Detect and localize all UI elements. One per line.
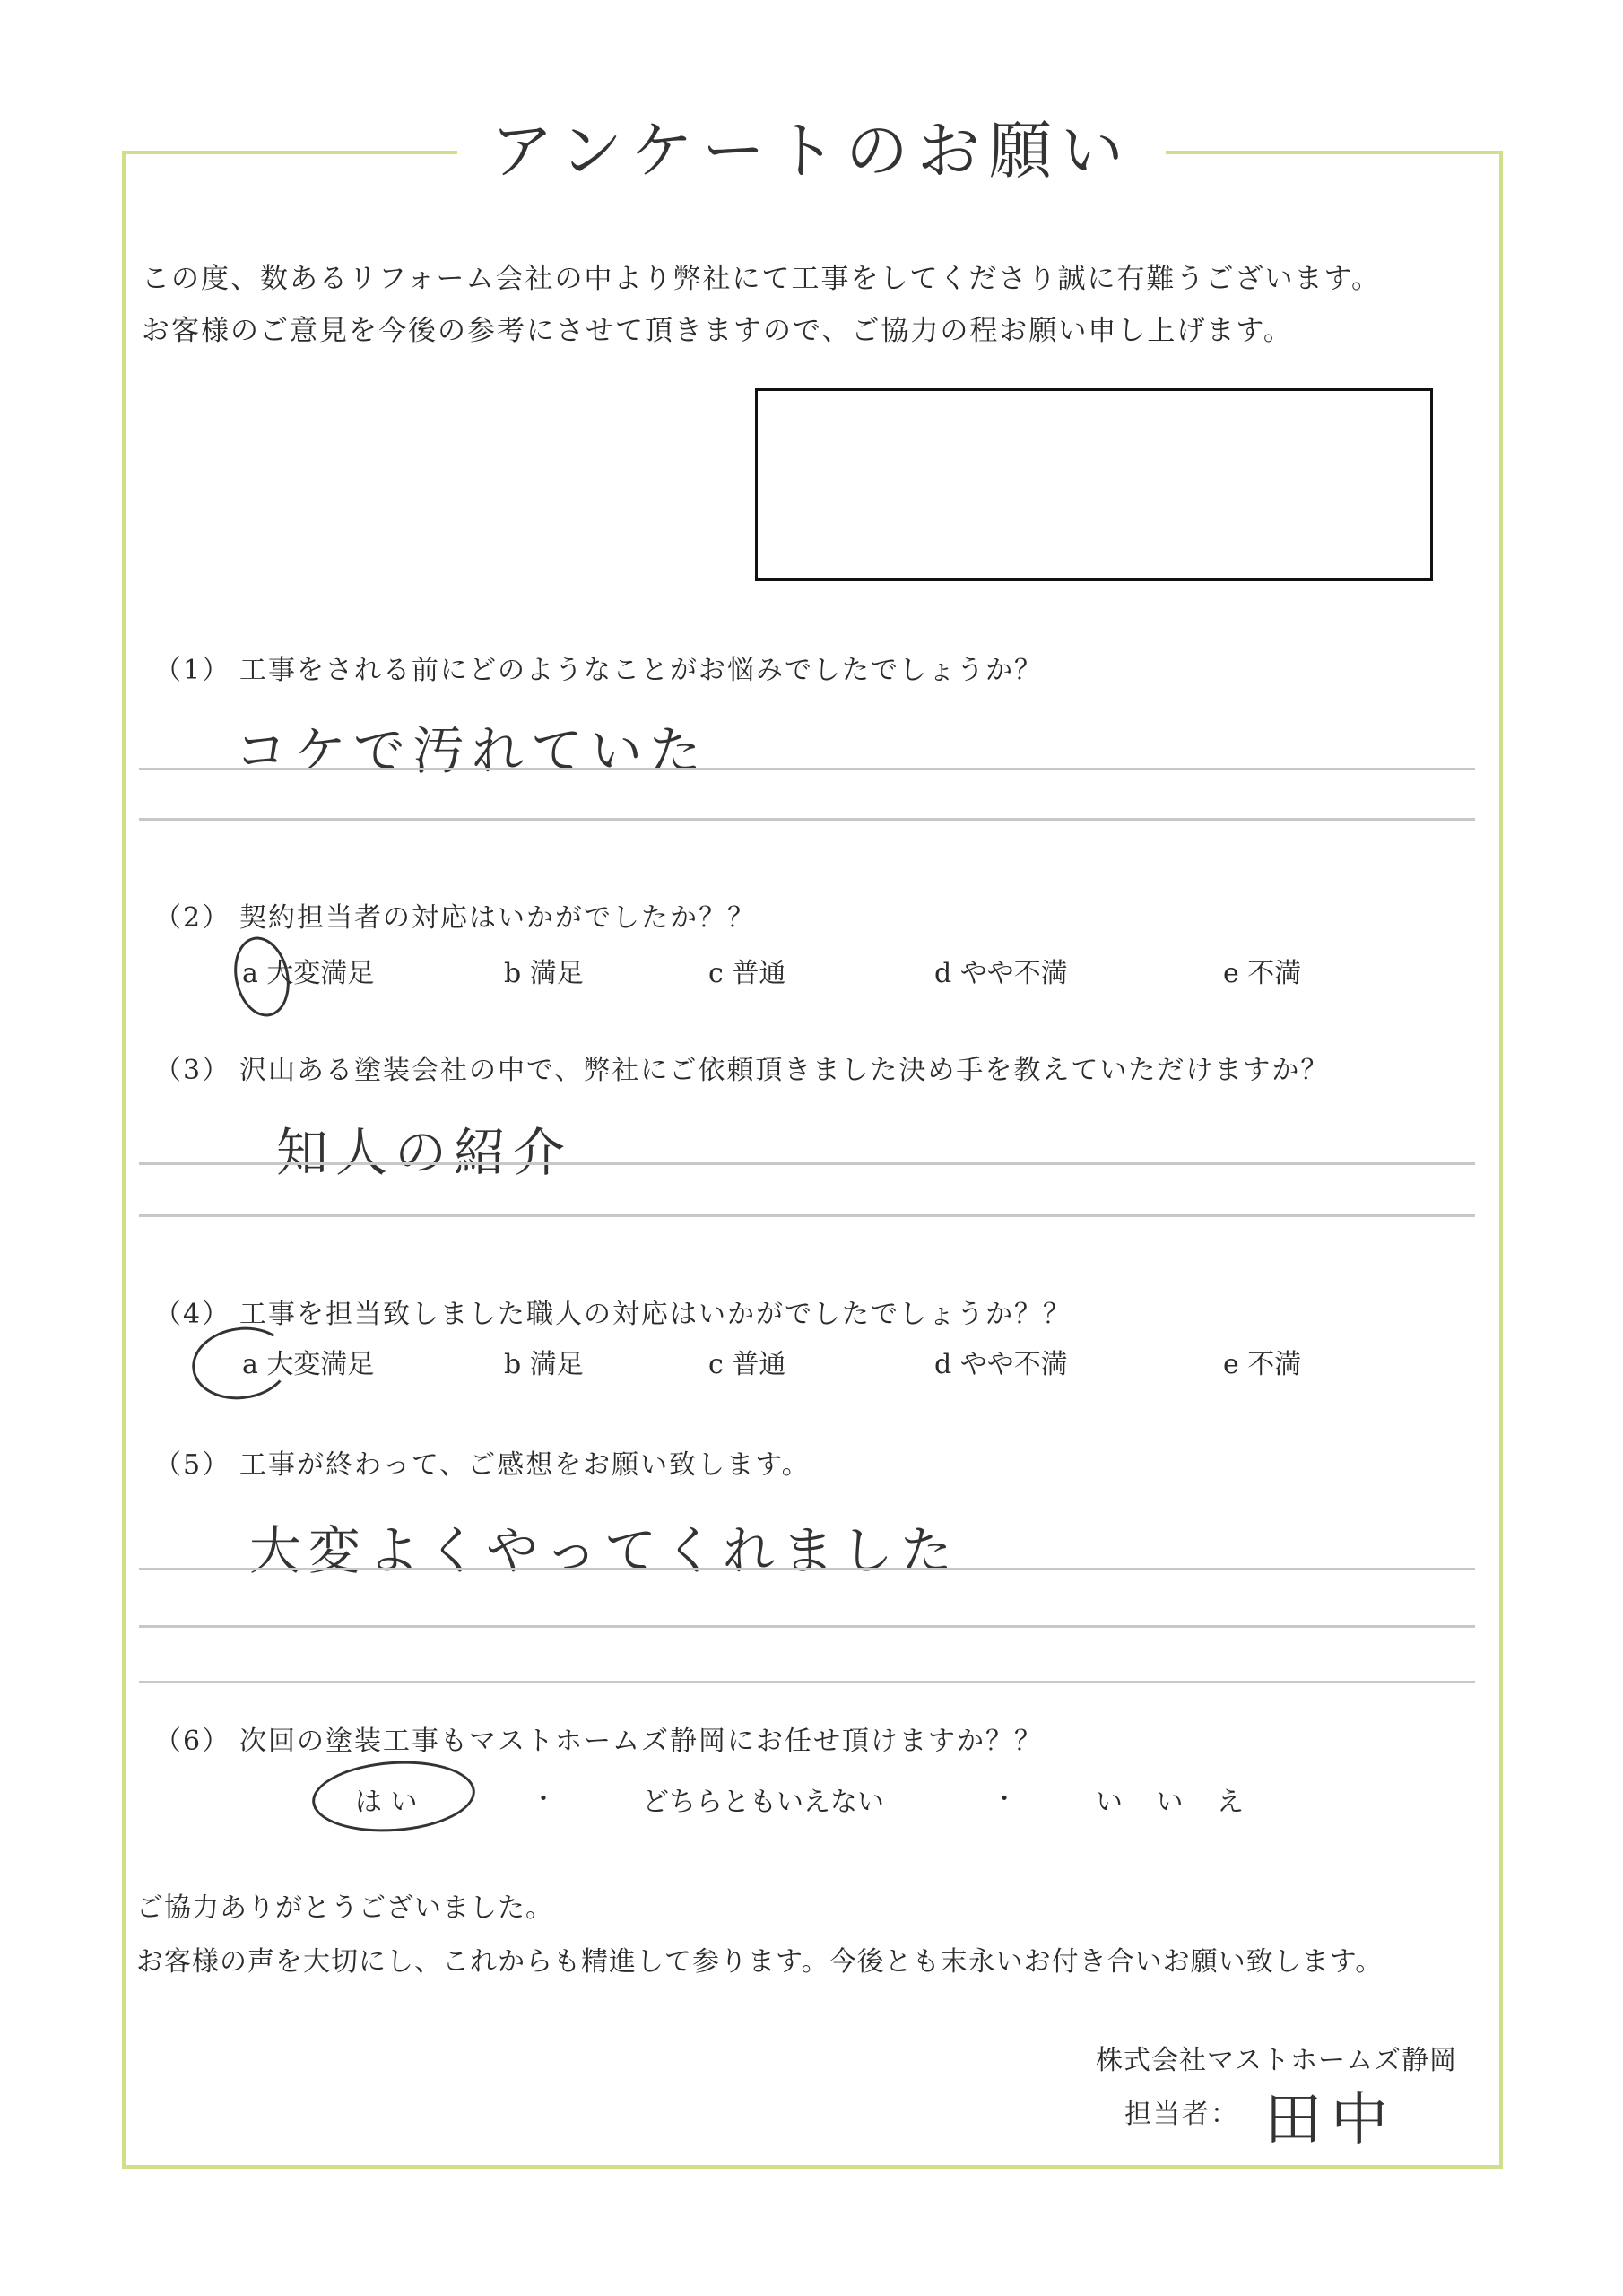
intro-text bbox=[142, 253, 1381, 357]
answer-3-line-2 bbox=[139, 1214, 1475, 1217]
q2-option-c[interactable]: c 普通 bbox=[708, 958, 786, 989]
company-name: 株式会社マストホームズ静岡 bbox=[1096, 2045, 1457, 2076]
question-4-text: 工事を担当致しました職人の対応はいかがでしたでしょうか？？ bbox=[239, 1299, 1072, 1330]
question-1 bbox=[154, 648, 1043, 687]
closing-text bbox=[136, 1882, 1383, 1989]
staff-signature: 田中 bbox=[1264, 2087, 1397, 2153]
question-3 bbox=[154, 1048, 1329, 1087]
question-4 bbox=[154, 1292, 1072, 1331]
question-4-number: （4） bbox=[154, 1299, 231, 1330]
q2-option-b[interactable]: b 満足 bbox=[504, 958, 584, 989]
answer-3-handwriting: 知人の紹介 bbox=[276, 1122, 573, 1183]
answer-3-line-1 bbox=[139, 1162, 1475, 1165]
q6-separator-1: ・ bbox=[531, 1784, 557, 1813]
q4-option-d[interactable]: d やや不満 bbox=[934, 1349, 1068, 1380]
answer-1-line-1 bbox=[139, 768, 1475, 770]
q6-separator-2: ・ bbox=[992, 1784, 1018, 1813]
closing-line-2: お客様の声を大切にし、これからも精進して参ります。今後とも末永いお付き合いお願い致します。 bbox=[136, 1946, 1384, 1978]
answer-5-line-3 bbox=[139, 1681, 1475, 1683]
question-2-number: （2） bbox=[154, 902, 231, 934]
answer-1-line-2 bbox=[139, 818, 1475, 821]
page-title: アンケートのお願い bbox=[457, 106, 1166, 196]
question-2-text: 契約担当者の対応はいかがでしたか？？ bbox=[239, 902, 756, 934]
question-2 bbox=[154, 895, 756, 935]
customer-name-box bbox=[755, 388, 1433, 581]
q6-option-no[interactable]: い い え bbox=[1096, 1787, 1257, 1818]
question-3-number: （3） bbox=[154, 1055, 231, 1086]
question-1-text: 工事をされる前にどのようなことがお悩みでしたでしょうか？ bbox=[239, 655, 1043, 686]
question-3-text: 沢山ある塗装会社の中で、弊社にご依頼頂きました決め手を教えていただけますか？ bbox=[239, 1055, 1330, 1086]
q2-option-e[interactable]: e 不満 bbox=[1223, 958, 1302, 989]
intro-line-2: お客様のご意見を今後の参考にさせて頂きますので、ご協力の程お願い申し上げます。 bbox=[142, 315, 1293, 347]
intro-line-1: この度、数あるリフォーム会社の中より弊社にて工事をしてくださり誠に有難うございます。 bbox=[142, 263, 1381, 295]
q4-option-a[interactable]: a 大変満足 bbox=[242, 1349, 375, 1380]
question-5 bbox=[154, 1442, 811, 1482]
question-5-number: （5） bbox=[154, 1449, 231, 1481]
answer-5-line-2 bbox=[139, 1625, 1475, 1628]
q6-option-yes[interactable]: は い bbox=[355, 1787, 418, 1818]
q6-option-undecided[interactable]: どちらともいえない bbox=[642, 1787, 884, 1818]
question-6-number: （6） bbox=[154, 1726, 231, 1757]
question-5-text: 工事が終わって、ご感想をお願い致します。 bbox=[239, 1449, 811, 1481]
q2-option-a[interactable]: a 大変満足 bbox=[242, 958, 375, 989]
question-6 bbox=[154, 1718, 1043, 1758]
q4-option-c[interactable]: c 普通 bbox=[708, 1349, 786, 1380]
q2-option-d[interactable]: d やや不満 bbox=[934, 958, 1068, 989]
question-1-number: （1） bbox=[154, 655, 231, 686]
question-6-text: 次回の塗装工事もマストホームズ静岡にお任せ頂けますか？？ bbox=[239, 1726, 1043, 1757]
q4-option-b[interactable]: b 満足 bbox=[504, 1349, 584, 1380]
closing-line-1: ご協力ありがとうございました。 bbox=[136, 1892, 553, 1924]
answer-5-line-1 bbox=[139, 1568, 1475, 1570]
staff-label: 担当者： bbox=[1124, 2099, 1239, 2130]
q4-option-e[interactable]: e 不満 bbox=[1223, 1349, 1302, 1380]
answer-1-handwriting: コケで汚れていた bbox=[235, 720, 709, 781]
answer-5-handwriting: 大変よくやってくれました bbox=[249, 1520, 960, 1581]
